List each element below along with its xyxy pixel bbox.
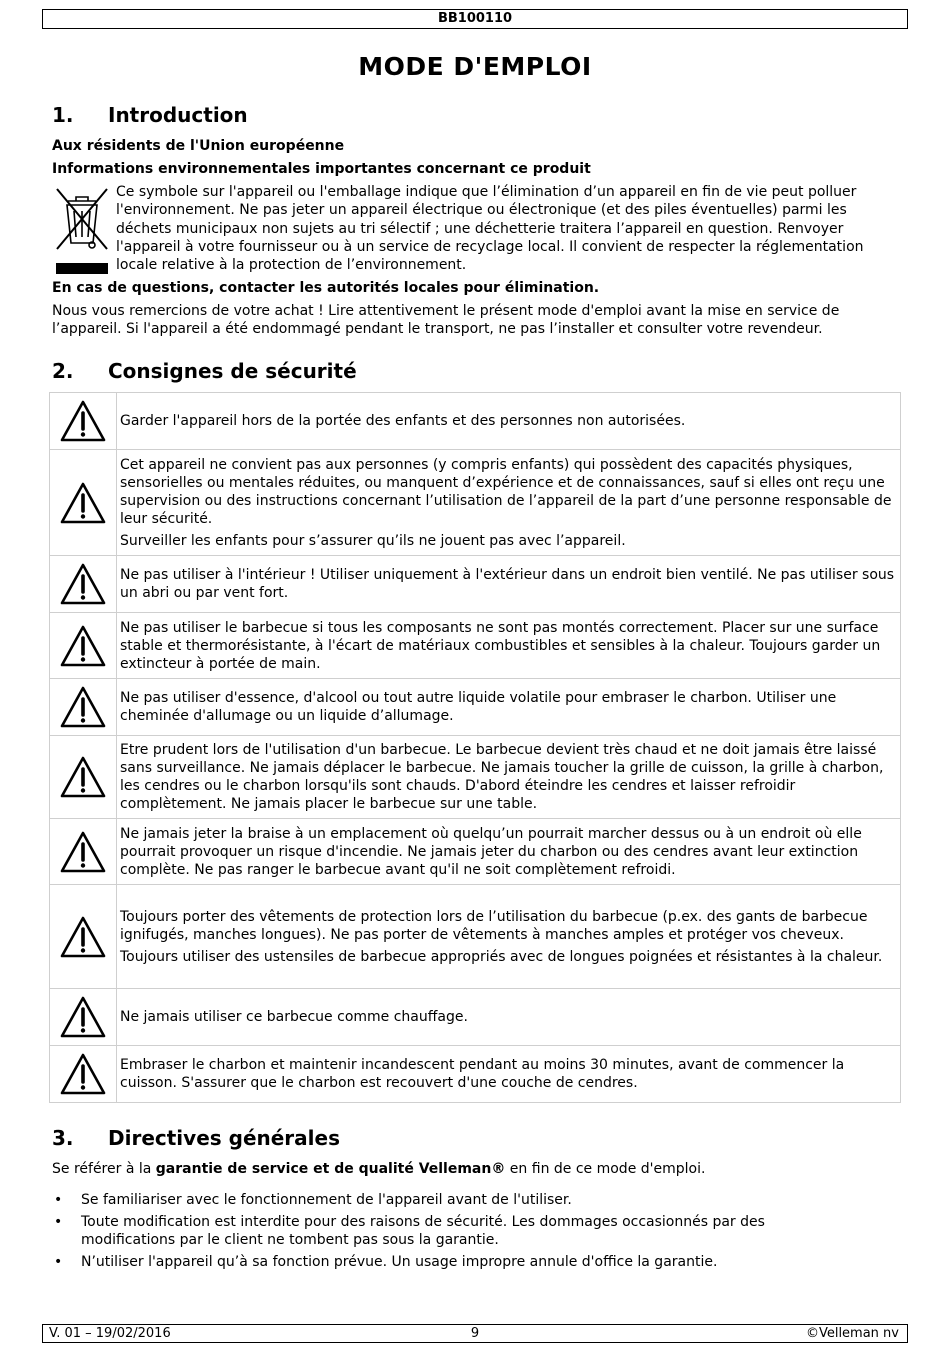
safety-text-cell — [117, 450, 901, 556]
list-item: • Toute modification est interdite pour des raisons de sécurité. Les dommages occasionnés par des modifications par le client ne tombent pas sous la garantie. — [52, 1213, 852, 1249]
warning-triangle-icon — [60, 563, 106, 605]
warning-triangle-icon — [60, 482, 106, 524]
safety-icon-cell — [50, 1046, 117, 1103]
safety-row — [50, 613, 901, 679]
safety-icon-cell — [50, 736, 117, 819]
warning-triangle-icon — [60, 1053, 106, 1095]
safety-row — [50, 679, 901, 736]
warning-triangle-icon — [60, 996, 106, 1038]
safety-instruction: Toujours utiliser des ustensiles de barbecue appropriés avec de longues poignées et résistantes à la chaleur. — [120, 948, 883, 965]
section-3-heading — [52, 1126, 340, 1150]
safety-row — [50, 1046, 901, 1103]
safety-instruction: Etre prudent lors de l'utilisation d'un barbecue. Le barbecue devient très chaud et ne doit jamais être laissé sans surveillance. Ne jamais déplacer le barbecue. Ne jamais toucher la grille de cuisson, la grille à charbon, les cendres ou le charbon lorsqu'ils sont chauds. D'abord éteindre les cendres et laisser refroidir complètement. Ne jamais placer le barbecue sur une table. — [120, 742, 884, 812]
safety-icon-cell — [50, 819, 117, 885]
warning-triangle-icon — [60, 756, 106, 798]
section-title: Introduction — [108, 103, 248, 127]
safety-instruction: Ne jamais jeter la braise à un emplacement où quelqu’un pourrait marcher dessus ou à un endroit où elle pourrait provoquer un risque d'incendie. Ne jamais jeter du charbon ou des cendres avant leur extinction complète. Ne pas ranger le barbecue avant qu'il ne soit complètement refroidi. — [120, 825, 862, 878]
safety-row — [50, 736, 901, 819]
eu-residents-subtitle: Aux résidents de l'Union européenne — [52, 138, 345, 154]
safety-icon-cell — [50, 613, 117, 679]
footer-copyright: ©Velleman nv — [805, 1326, 899, 1341]
safety-instruction: Ne pas utiliser d'essence, d'alcool ou tout autre liquide volatile pour embraser le charbon. Utiliser une cheminée d'allumage ou un liquide d’allumage. — [120, 690, 837, 724]
safety-text-cell — [117, 819, 901, 885]
thanks-paragraph: Nous vous remercions de votre achat ! Lire attentivement le présent mode d'emploi avant la mise en service de l’appareil. Si l'appareil a été endommagé pendant le transport, ne pas l’installer et consulter votre revendeur. — [52, 303, 840, 337]
section-number: 2. — [52, 359, 74, 383]
safety-row — [50, 393, 901, 450]
safety-row — [50, 556, 901, 613]
warning-triangle-icon — [60, 400, 106, 442]
section-title: Consignes de sécurité — [108, 359, 357, 383]
section-1-heading — [52, 103, 248, 127]
product-code: BB100110 — [437, 11, 513, 26]
footer-page-number: 9 — [470, 1326, 480, 1341]
safety-text-cell — [117, 393, 901, 450]
general-guidelines-list — [52, 1191, 852, 1275]
list-item: • Se familiariser avec le fonctionnement de l'appareil avant de l'utiliser. — [52, 1191, 852, 1209]
document-title: MODE D'EMPLOI — [358, 52, 592, 81]
safety-icon-cell — [50, 393, 117, 450]
footer-version: V. 01 – 19/02/2016 — [49, 1326, 171, 1341]
warning-triangle-icon — [60, 686, 106, 728]
safety-instruction: Garder l'appareil hors de la portée des enfants et des personnes non autorisées. — [120, 413, 686, 429]
safety-instruction: Ne jamais utiliser ce barbecue comme chauffage. — [120, 1009, 468, 1025]
safety-instruction: Surveiller les enfants pour s’assurer qu’ils ne jouent pas avec l’appareil. — [120, 532, 626, 549]
environment-info-subtitle: Informations environnementales importantes concernant ce produit — [52, 161, 591, 177]
safety-row — [50, 819, 901, 885]
warning-triangle-icon — [60, 625, 106, 667]
safety-instruction: Embraser le charbon et maintenir incandescent pendant au moins 30 minutes, avant de commencer la cuisson. S'assurer que le charbon est recouvert d'une couche de cendres. — [120, 1057, 845, 1091]
safety-text-cell — [117, 989, 901, 1046]
safety-row — [50, 885, 901, 989]
safety-instruction: Ne pas utiliser à l'intérieur ! Utiliser uniquement à l'extérieur dans un endroit bien ventilé. Ne pas utiliser sous un abri ou par vent fort. — [120, 567, 895, 601]
weee-crossed-bin-icon — [54, 185, 110, 277]
warranty-text-post: en fin de ce mode d'emploi. — [505, 1161, 706, 1177]
section-2-heading — [52, 359, 357, 383]
page-footer — [42, 1324, 908, 1343]
weee-description: Ce symbole sur l'appareil ou l'emballage indique que l’élimination d’un appareil en fin de vie peut polluer l'environnement. Ne pas jeter un appareil électrique ou électronique (et des piles éventuelles) parmi les déchets municipaux non sujets au tri sélectif ; une déchetterie traitera l’appareil en question. Renvoyer l'appareil à votre fournisseur ou à un service de recyclage local. Il convient de respecter la réglementation locale relative à la protection de l’environnement. — [116, 184, 864, 274]
safety-instruction: Cet appareil ne convient pas aux personnes (y compris enfants) qui possèdent des capacités physiques, sensorielles ou mentales réduites, ou manquent d’expérience et de connaissances, sauf si elles ont reçu une supervision ou des instructions concernant l’utilisation de l’appareil de la part d’une personne responsable de leur sécurité. — [120, 456, 892, 527]
warning-triangle-icon — [60, 916, 106, 958]
warranty-text-pre: Se référer à la — [52, 1161, 156, 1177]
warning-triangle-icon — [60, 831, 106, 873]
safety-text-cell — [117, 736, 901, 819]
safety-icon-cell — [50, 989, 117, 1046]
safety-text-cell — [117, 1046, 901, 1103]
safety-text-cell — [117, 613, 901, 679]
safety-text-cell — [117, 679, 901, 736]
safety-icon-cell — [50, 885, 117, 989]
questions-note: En cas de questions, contacter les autorités locales pour élimination. — [52, 280, 600, 296]
safety-icon-cell — [50, 556, 117, 613]
safety-text-cell — [117, 556, 901, 613]
page-header — [42, 9, 908, 29]
safety-row — [50, 450, 901, 556]
safety-table — [49, 392, 901, 1103]
section-number: 1. — [52, 103, 74, 127]
warranty-text-bold: garantie de service et de qualité Velleman® — [155, 1161, 506, 1177]
safety-text-cell — [117, 885, 901, 989]
list-item: • N’utiliser l'appareil qu’à sa fonction prévue. Un usage impropre annule d'office la garantie. — [52, 1253, 852, 1271]
safety-instruction: Ne pas utiliser le barbecue si tous les composants ne sont pas montés correctement. Placer sur une surface stable et thermorésistante, à l'écart de matériaux combustibles et sensibles à la chaleur. Toujours garder un extincteur à portée de main. — [120, 619, 881, 672]
safety-icon-cell — [50, 450, 117, 556]
warranty-reference — [52, 1160, 902, 1178]
section-title: Directives générales — [108, 1126, 340, 1150]
safety-row — [50, 989, 901, 1046]
safety-instruction: Toujours porter des vêtements de protection lors de l’utilisation du barbecue (p.ex. des gants de barbecue ignifugés, manches longues). Ne pas porter de vêtements à manches amples et protéger vos cheveux. — [120, 908, 868, 943]
section-number: 3. — [52, 1126, 74, 1150]
safety-icon-cell — [50, 679, 117, 736]
